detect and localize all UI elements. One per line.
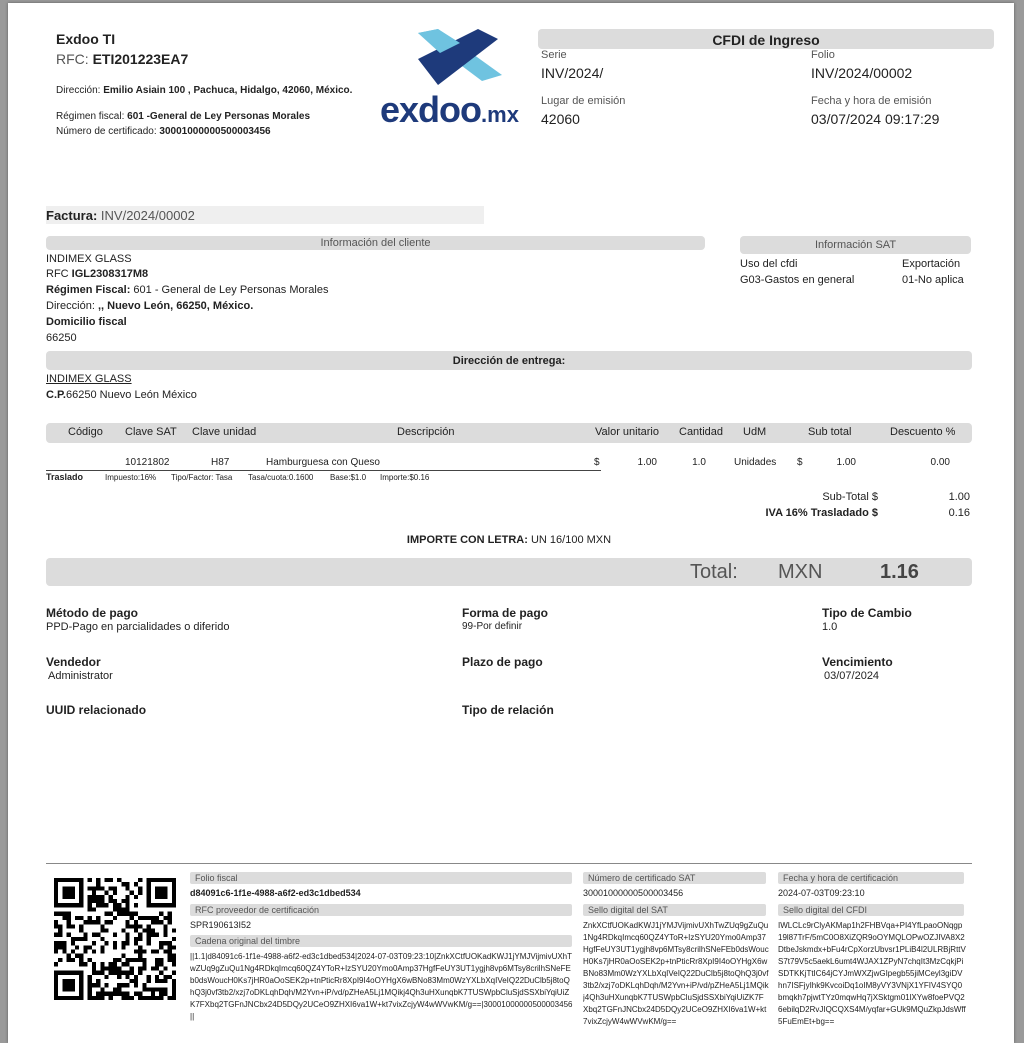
issuer-address-label: Dirección: <box>56 85 101 96</box>
folio-value: INV/2024/00002 <box>811 65 913 81</box>
tipo-relacion-label: Tipo de relación <box>462 703 554 717</box>
exportacion-label: Exportación <box>902 258 961 270</box>
tax-importe: Importe:$0.16 <box>380 473 430 482</box>
lugar-label: Lugar de emisión <box>541 95 626 107</box>
sello-cfdi-value: IWLCLc9rClyAKMap1h2FHBVqa+PI4YfLpaoONqgp19l87TrF/5mC0O8XiZQR9oOYMQLOPwOZJIVA8X2DtbeJskmdx+bFu4rCpXorzUbvsr1PLiB4l2ULRBjRttVS7t79V5c5aekL6umt4WJAX1ZPyN7chqIt3MzCqkjPiSDTKKjTtIC64jCYJmWXZjwGIpegb55jiMCeyl3giDVhn7ISFjyIhk9KvcoiDq1oIM8yVY3VNjX1YFIV4SYQ0bmqkh7pjwtTYz0mqwHq7jXSktgm01lXYw8foePVQ26ebilqD2RvJIQCQXS4M/yqfar+GUk9MQuZkpJdsWff5FuEmEt+bg== <box>778 921 966 1026</box>
delivery-cp-value: 66250 Nuevo León México <box>65 389 197 401</box>
uso-cfdi-label: Uso del cfdi <box>740 258 798 270</box>
total-label: Total: <box>690 561 738 583</box>
delivery-cp-label: C.P. <box>46 389 66 401</box>
folio-fiscal-label: Folio fiscal <box>190 872 572 884</box>
folio-fiscal-value: d84091c6-1f1e-4988-a6f2-ed3c1dbed534 <box>190 888 361 898</box>
serie-label: Serie <box>541 49 567 61</box>
client-address <box>46 300 253 312</box>
row-descuento: 0.00 <box>930 457 950 468</box>
exdoo-x-mark-icon <box>380 25 540 90</box>
issuer-cert-value: 30001000000500003456 <box>159 126 271 137</box>
client-rfc <box>46 268 148 280</box>
fecha-cert-value: 2024-07-03T09:23:10 <box>778 888 865 898</box>
issuer-rfc-label: RFC: <box>56 51 89 67</box>
uuid-relacionado-label: UUID relacionado <box>46 703 147 717</box>
row-sub-total: 1.00 <box>836 457 856 468</box>
col-clave-unidad: Clave unidad <box>192 426 257 438</box>
total-bar <box>46 558 972 586</box>
sello-cfdi-label: Sello digital del CFDI <box>778 904 964 916</box>
delivery-cp <box>46 389 197 401</box>
plazo-pago-label: Plazo de pago <box>462 655 543 669</box>
issuer-regime-label: Régimen fiscal: <box>56 111 125 122</box>
subtotal-label: Sub-Total $ <box>822 491 878 503</box>
client-name: INDIMEX GLASS <box>46 253 132 265</box>
row-udm: Unidades <box>734 457 777 468</box>
row-valor-unitario: 1.00 <box>637 457 657 468</box>
subtotal-value: 1.00 <box>948 491 970 503</box>
sello-sat-value: ZnkXCtfUOKadKWJ1jYMJVijmivUXhTwZUq9gZuQu1Ng4RDkqImcq60QZ4YToR+IzSYU20Ymo0Amp37HgfFeUY3UT1ygjh8vp6MTsy8crilhSNeFEb0dsWoucH0Ks7jHR0aOoSEK2p+tnPticRr8XpI9I4oOYHgX6wBNo83Mm0WzYXLbXqIVeIQ22DuClb5j8toQhQ3j0vf3tb2/xzj7oDKLqhDqh/M2Yvn+iP/vd/pZHeA5Lj1MQikj4Qh3uHXunqbK7TUSWpbCluSjdSSXbiYqiUiZK7FXbq2TGFnJNCbx24D5DQy2UCeO9ZHXI6va1W+kt7vixZcjyW4wWVwKM/g== <box>583 921 769 1026</box>
issuer-cert-label: Número de certificado: <box>56 126 157 137</box>
iva-label: IVA 16% Trasladado $ <box>765 507 878 519</box>
tipo-cambio-label: Tipo de Cambio <box>822 606 912 620</box>
client-domicilio-label: Domicilio fiscal <box>46 316 127 328</box>
invoice-value: INV/2024/00002 <box>100 208 195 223</box>
delivery-name: INDIMEX GLASS <box>46 373 132 385</box>
stamp-divider <box>46 863 972 864</box>
exdoo-logo <box>380 25 540 135</box>
tax-label: Traslado <box>46 472 84 482</box>
metodo-pago-value: PPD-Pago en parcialidades o diferido <box>46 621 230 633</box>
uso-cfdi-value: G03-Gastos en general <box>740 274 855 286</box>
col-valor-unitario: Valor unitario <box>595 426 659 438</box>
col-codigo: Código <box>68 426 103 438</box>
client-info-header: Información del cliente <box>46 236 705 250</box>
invoice-number <box>46 208 195 223</box>
tax-tipo-factor: Tipo/Factor: Tasa <box>171 473 233 482</box>
cadena-original-value: ||1.1|d84091c6-1f1e-4988-a6f2-ed3c1dbed534|2024-07-03T09:23:10|ZnkXCtfUOKadKWJ1jYMJVijmivUXhTwZUq9gZuQu1Ng4RDkqImcq60QZ4YToR+IzSYU20Ymo0Amp37HgfFeUY3UT1ygjh8vp6MTsy8crilhSNeFEb0dsWoucH0Ks7jHR0aOoSEK2p+tnPticRr8XpI9I4oOYHgX6wBNo83Mm0WzYXLbXqIVeIQ22DuClb5j8toQhQ3j0vf3tb2/xzj7oDKLqhDqh/M2Yvn+iP/vd/pZHeA5Lj1MQikj4Qh3uHXunqbK7TUSWpbCluSjdSSXbiYqiUiZK7FXbq2TGFnJNCbx24D5DQy2UCeO9ZHXI6va1W+kt7vixZcjyW4wWVwKM/g==|30001000000500003456|| <box>190 952 573 1021</box>
row-currency-2: $ <box>797 457 803 468</box>
invoice-page <box>8 3 1014 1043</box>
col-descripcion: Descripción <box>397 426 455 438</box>
issuer-regime <box>56 111 310 122</box>
issuer-certificate <box>56 126 271 137</box>
issuer-address-value: Emilio Asiain 100 , Pachuca, Hidalgo, 42060, México. <box>103 85 353 96</box>
vendedor-label: Vendedor <box>46 655 101 669</box>
vendedor-value: Administrator <box>48 670 113 682</box>
tipo-cambio-value: 1.0 <box>822 621 838 633</box>
iva-value: 0.16 <box>948 507 970 519</box>
tax-tasa: Tasa/cuota:0.1600 <box>248 473 314 482</box>
qr-code <box>54 878 176 1000</box>
importe-letra-label: IMPORTE CON LETRA: <box>406 534 528 546</box>
folio-label: Folio <box>811 49 835 61</box>
row-clave-unidad: H87 <box>211 457 230 468</box>
col-udm: UdM <box>743 426 767 438</box>
client-rfc-value: IGL2308317M8 <box>71 268 149 280</box>
total-currency: MXN <box>778 561 823 583</box>
client-regime-label: Régimen Fiscal: <box>46 284 131 296</box>
col-descuento: Descuento % <box>890 426 956 438</box>
fecha-value: 03/07/2024 09:17:29 <box>811 111 940 127</box>
invoice-label: Factura: <box>46 208 98 223</box>
vencimiento-value: 03/07/2024 <box>824 670 880 682</box>
importe-letra-value: UN 16/100 MXN <box>530 534 612 546</box>
row-descripcion: Hamburguesa con Queso <box>266 457 380 468</box>
fecha-cert-label: Fecha y hora de certificación <box>778 872 964 884</box>
row-currency: $ <box>594 457 600 468</box>
client-domicilio-value: 66250 <box>46 332 77 344</box>
tax-base: Base:$1.0 <box>330 473 367 482</box>
total-value: 1.16 <box>880 561 919 583</box>
vencimiento-label: Vencimiento <box>822 655 893 669</box>
rfc-proveedor-label: RFC proveedor de certificación <box>190 904 572 916</box>
col-sub-total: Sub total <box>808 426 852 438</box>
issuer-address <box>56 85 352 96</box>
logo-text: exdoo <box>380 89 482 130</box>
rfc-proveedor-value: SPR190613I52 <box>190 920 252 930</box>
col-cantidad: Cantidad <box>679 426 724 438</box>
row-cantidad: 1.0 <box>692 457 706 468</box>
issuer-regime-value: 601 -General de Ley Personas Morales <box>127 111 311 122</box>
exportacion-value: 01-No aplica <box>902 274 964 286</box>
cfdi-title: CFDI de Ingreso <box>538 29 994 49</box>
row-divider <box>46 470 601 471</box>
logo-suffix: .mx <box>481 102 519 127</box>
issuer-name: Exdoo TI <box>56 31 116 47</box>
forma-pago-value: 99-Por definir <box>462 621 523 632</box>
client-regime-value: 601 - General de Ley Personas Morales <box>133 284 329 296</box>
sat-info-header: Información SAT <box>740 236 971 254</box>
fecha-label: Fecha y hora de emisión <box>811 95 932 107</box>
lugar-value: 42060 <box>541 111 580 127</box>
serie-value: INV/2024/ <box>541 65 604 81</box>
client-rfc-label: RFC <box>46 268 69 280</box>
client-regime <box>46 284 328 296</box>
cadena-original-label: Cadena original del timbre <box>190 935 572 947</box>
issuer-rfc <box>56 51 188 67</box>
metodo-pago-label: Método de pago <box>46 606 138 620</box>
issuer-rfc-value: ETI201223EA7 <box>92 51 189 67</box>
logo-wordmark <box>380 89 519 131</box>
cert-sat-label: Número de certificado SAT <box>583 872 766 884</box>
delivery-header: Dirección de entrega: <box>46 351 972 370</box>
cert-sat-value: 30001000000500003456 <box>583 888 684 898</box>
importe-con-letra <box>46 534 972 546</box>
client-address-value: ,, Nuevo León, 66250, México. <box>97 300 254 312</box>
tax-impuesto: Impuesto:16% <box>105 473 157 482</box>
forma-pago-label: Forma de pago <box>462 606 549 620</box>
client-address-label: Dirección: <box>46 300 95 312</box>
col-clave-sat: Clave SAT <box>125 426 177 438</box>
row-clave-sat: 10121802 <box>125 457 170 468</box>
sello-sat-label: Sello digital del SAT <box>583 904 766 916</box>
